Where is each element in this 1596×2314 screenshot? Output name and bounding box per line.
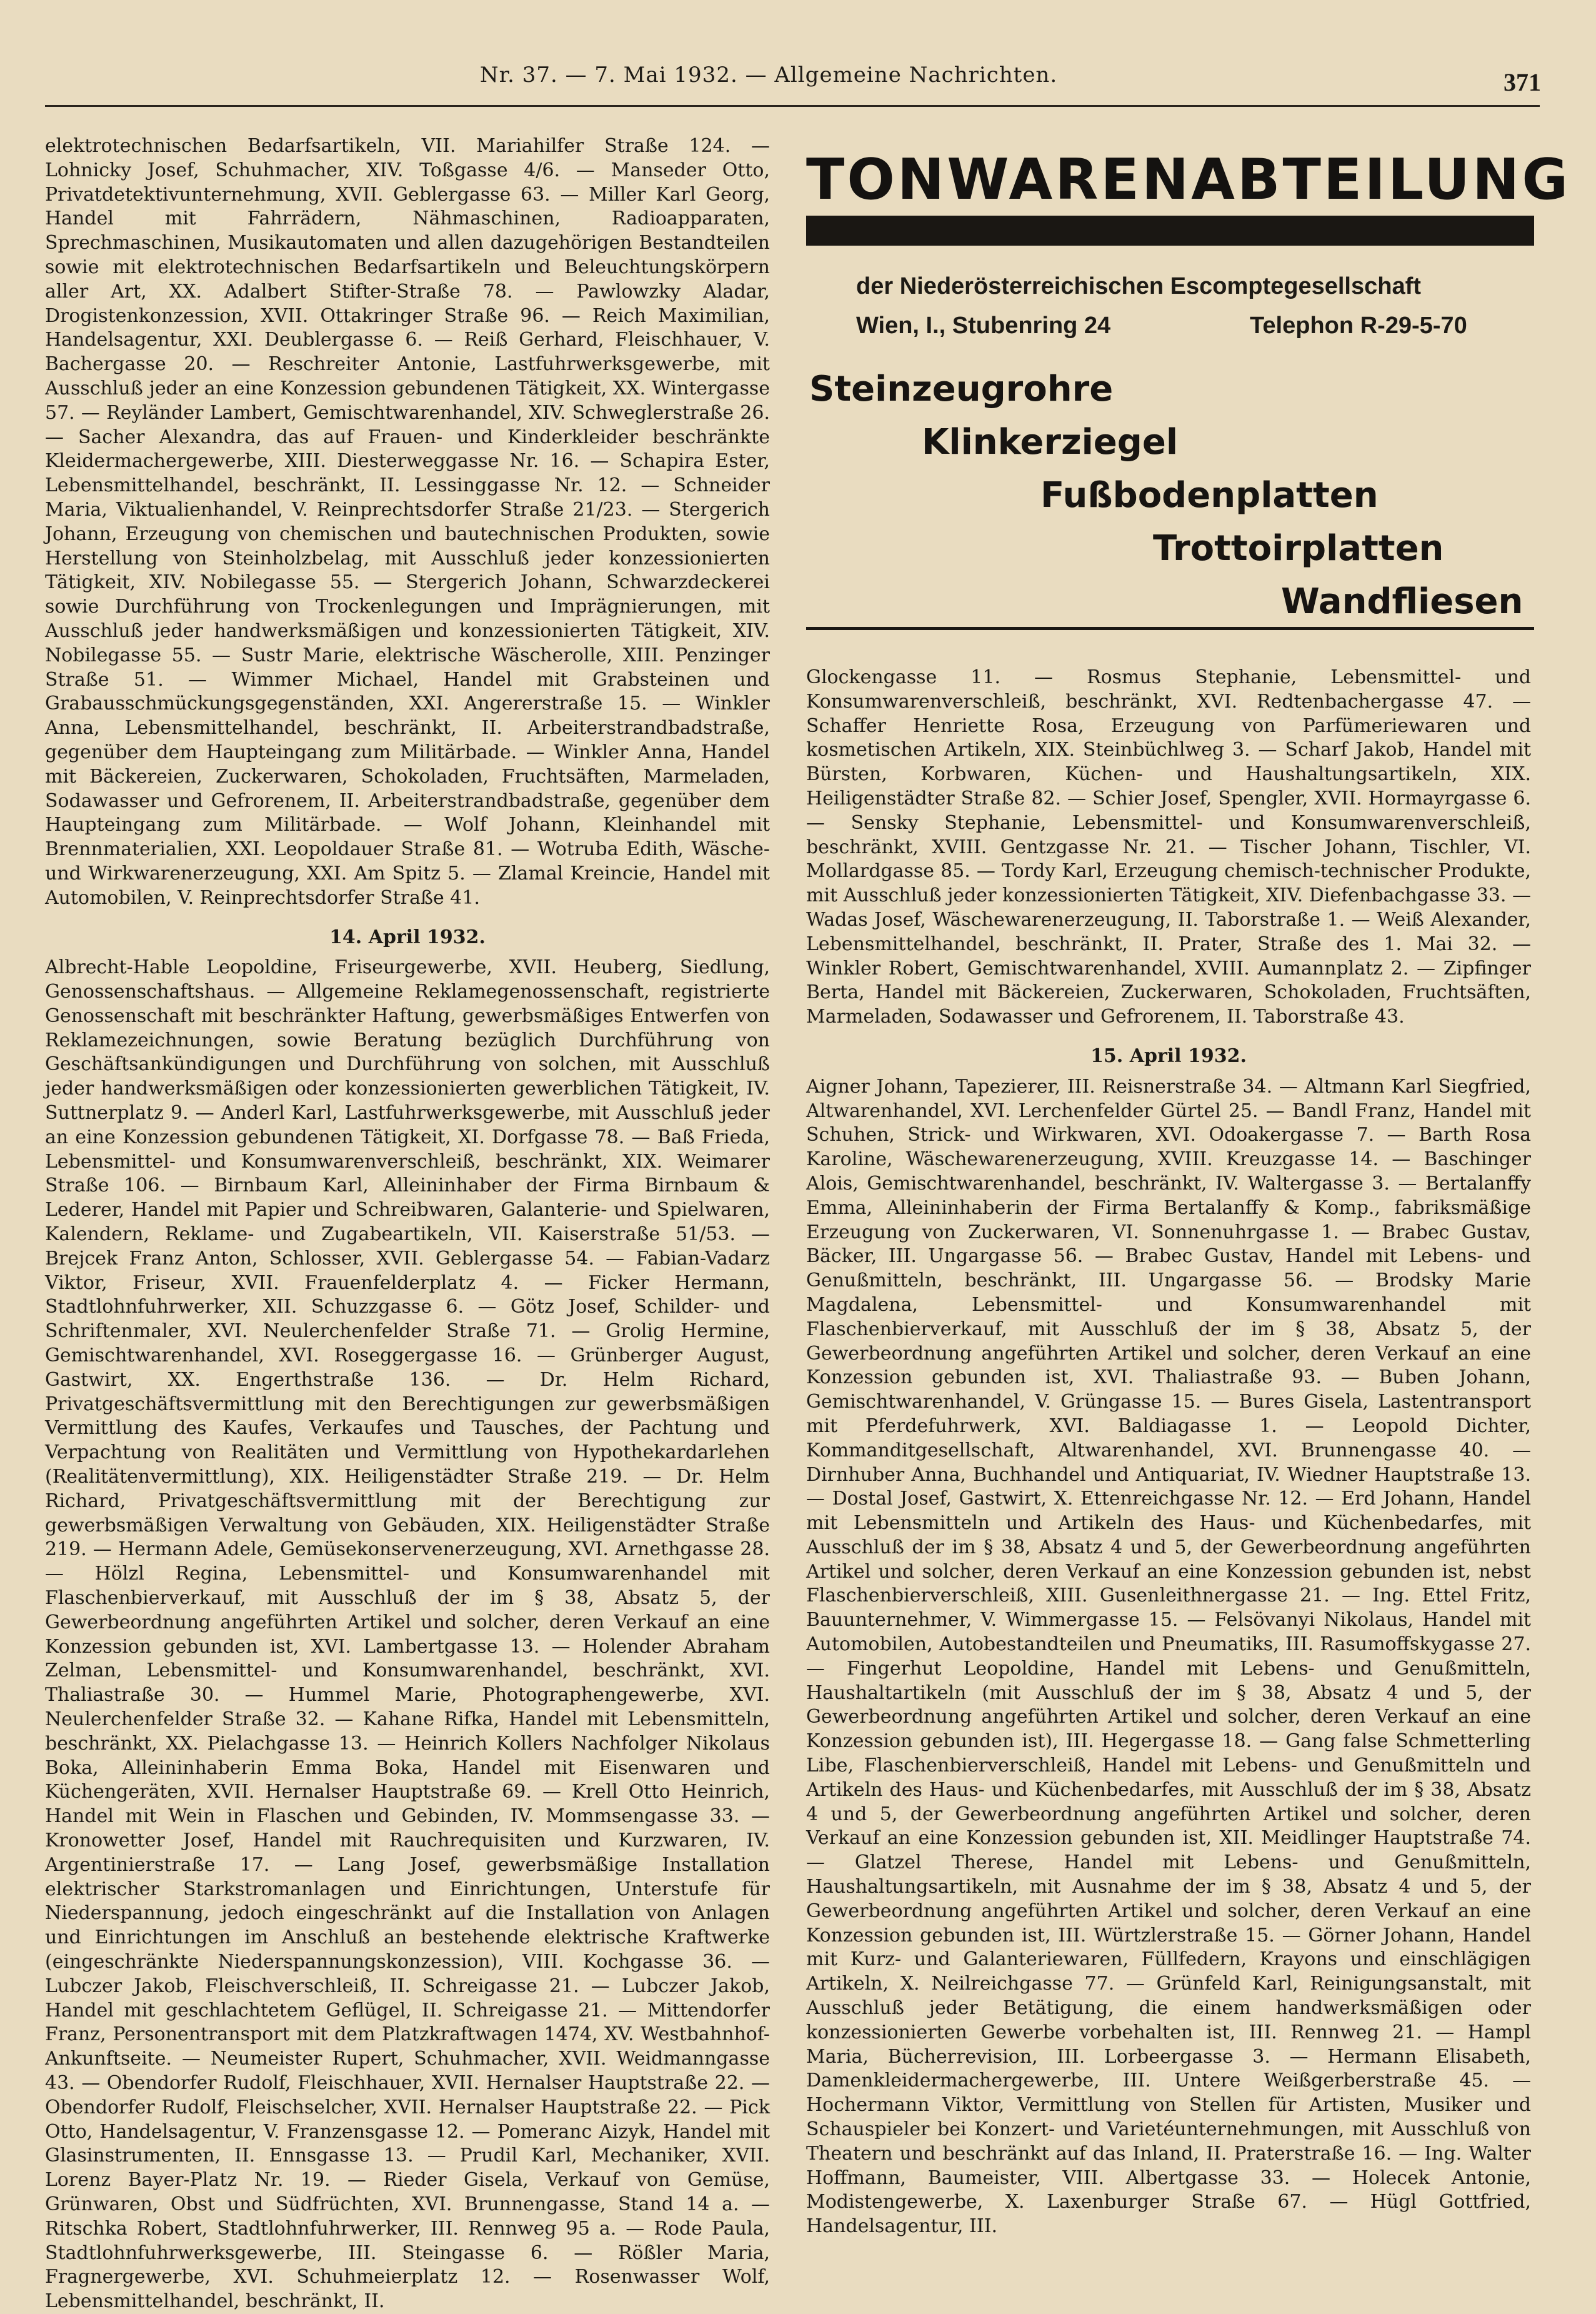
announcement-paragraph: Glockengasse 11. — Rosmus Stephanie, Lebensmittel- und Konsumwarenverschleiß, beschränkt, XVI. Redtenbachergasse 47. — Schaffer Henriette Rosa, Erzeugung von Parfümeriewaren und kosmetischen Artikeln, XIX. Steinbüchlweg 3. — Scharf Jakob, Handel mit Bürsten, Korbwaren, Küchen- und Haushaltungsartikeln, XIX. Heiligenstädter Straße 82. — Schier Josef, Spengler, XVII. Hormayrgasse 6. — Sensky Stephanie, Lebensmittel- und Konsumwarenverschleiß, beschränkt, XVIII. Gentzgasse Nr. 21. — Tischer Johann, Tischler, VI. Mollardgasse 85. — Tordy Karl, Erzeugung chemisch-technischer Produkte, mit Ausschluß jeder konzessionierten Tätigkeit, XIV. Diefenbachgasse 33. — Wadas Josef, Wäschewarenerzeugung, II. Taborstraße 1. — Weiß Alexander, Lebensmittelhandel, beschränkt, II. Prater, Straße des 1. Mai 32. — Winkler Robert, Gemischtwarenhandel, XVIII. Aumannplatz 2. — Zipfinger Berta, Handel mit Bäckereien, Zuckerwaren, Schokoladen, Fruchtsäften, Marmeladen, Sodawasser und Gefrorenem, II. Taborstraße 43.: [806, 666, 1531, 1028]
announcement-paragraph: Albrecht-Hable Leopoldine, Friseurgewerbe, XVII. Heuberg, Siedlung, Genossenschaftshaus. — Allgemeine Reklamegenossenschaft, registrierte Genossenschaft mit beschränkter Haftung, gewerbsmäßiges Entwerfen von Reklamezeichnungen, sowie Beratung bezüglich Durchführung von Geschäftsankündigungen und Durchführung von solchen, mit Ausschluß jeder handwerksmäßigen oder konzessionierten gewerblichen Tätigkeit, IV. Suttnerplatz 9. — Anderl Karl, Lastfuhrwerksgewerbe, mit Ausschluß jeder an eine Konzession gebundenen Tätigkeit, XI. Dorfgasse 78. — Baß Frieda, Lebensmittel- und Konsumwarenverschleiß, beschränkt, XIX. Weimarer Straße 106. — Birnbaum Karl, Alleininhaber der Firma Birnbaum & Lederer, Handel mit Papier und Schreibwaren, Galanterie- und Spielwaren, Kalendern, Reklame- und Zugabeartikeln, VII. Kaiserstraße 51/53. — Brejcek Franz Anton, Schlosser, XVII. Geblergasse 54. — Fabian-Vadarz Viktor, Friseur, XVII. Frauenfelderplatz 4. — Ficker Hermann, Stadtlohnfuhrwerker, XII. Schuzzgasse 6. — Götz Josef, Schilder- und Schriftenmaler, XVI. Neulerchenfelder Straße 71. — Grolig Hermine, Gemischtwarenhandel, XVI. Roseggergasse 16. — Grünberger August, Gastwirt, XX. Engerthstraße 136. — Dr. Helm Richard, Privatgeschäftsvermittlung mit den Berechtigungen zur gewerbsmäßigen Vermittlung des Kaufes, Verkaufes und Tausches, der Pachtung und Verpachtung von Realitäten und Vermittlung von Hypothekardarlehen (Realitätenvermittlung), XIX. Heiligenstädter Straße 219. — Dr. Helm Richard, Privatgeschäftsvermittlung mit der Berechtigung zur gewerbsmäßigen Verwaltung von Gebäuden, XIX. Heiligenstädter Straße 219. — Hermann Adele, Gemüsekonservenerzeugung, XVI. Arnethgasse 28. — Hölzl Regina, Lebensmittel- und Konsumwarenhandel mit Flaschenbierverkauf, mit Ausschluß der im § 38, Absatz 5, der Gewerbeordnung angeführten Artikel und solcher, deren Verkauf an eine Konzession gebunden ist, XVI. Lambertgasse 13. — Holender Abraham Zelman, Lebensmittel- und Konsumwarenhandel, beschränkt, XVI. Thaliastraße 30. — Hummel Marie, Photographengewerbe, XVI. Neulerchenfelder Straße 32. — Kahane Rifka, Handel mit Lebensmitteln, beschränkt, XX. Pielachgasse 13. — Heinrich Kollers Nachfolger Nikolaus Boka, Alleininhaberin Emma Boka, Handel mit Eisenwaren und Küchengeräten, XVII. Hernalser Hauptstraße 69. — Krell Otto Heinrich, Handel mit Wein in Flaschen und Gebinden, IV. Mommsengasse 33. — Kronowetter Josef, Handel mit Rauchrequisiten und Kurzwaren, IV. Argentinierstraße 17. — Lang Josef, gewerbsmäßige Installation elektrischer Starkstromanlagen und Einrichtungen, Unterstufe für Niederspannung, jedoch eingeschränkt auf die Installation von Anlagen und Einrichtungen im Anschluß an bestehende elektrische Kraftwerke (eingeschränkte Niederspannungskonzession), VIII. Kochgasse 36. — Lubczer Jakob, Fleischverschleiß, II. Schreigasse 21. — Lubczer Jakob, Handel mit geschlachtetem Geflügel, II. Schreigasse 21. — Mittendorfer Franz, Personentransport mit dem Platzkraftwagen 1474, XV. Westbahnhof-Ankunftseite. — Neumeister Rupert, Schuhmacher, XVII. Weidmanngasse 43. — Obendorfer Rudolf, Fleischhauer, XVII. Hernalser Hauptstraße 22. — Obendorfer Rudolf, Fleischselcher, XVII. Hernalser Hauptstraße 22. — Pick Otto, Handelsagentur, V. Franzensgasse 12. — Pomeranc Aizyk, Handel mit Glasinstrumenten, II. Ennsgasse 13. — Prudil Karl, Mechaniker, XVII. Lorenz Bayer-Platz Nr. 19. — Rieder Gisela, Verkauf von Gemüse, Grünwaren, Obst und Südfrüchten, XVI. Brunnengasse, Stand 14 a. — Ritschka Robert, Stadtlohnfuhrwerker, III. Rennweg 95 a. — Rode Paula, Stadtlohnfuhrwerksgewerbe, III. Steingasse 6. — Rößler Maria, Fragnergewerbe, XVI. Schuhmeierplatz 12. — Rosenwasser Wolf, Lebensmittelhandel, beschränkt, II.: [45, 956, 770, 2313]
advertisement-company: der Niederösterreichischen Escomptegesellschaft: [856, 273, 1421, 299]
advertisement-phone: Telephon R-29-5-70: [1250, 313, 1467, 339]
announcement-paragraph: elektrotechnischen Bedarfsartikeln, VII. Mariahilfer Straße 124. — Lohnicky Josef, Schuhmacher, XIV. Toßgasse 4/6. — Manseder Otto, Privatdetektivunternehmung, XVII. Geblergasse 63. — Miller Karl Georg, Handel mit Fahrrädern, Nähmaschinen, Radioapparaten, Sprechmaschinen, Musikautomaten und allen dazugehörigen Bestandteilen sowie mit elektrotechnischen Bedarfsartikeln und Beleuchtungskörpern aller Art, XX. Adalbert Stifter-Straße 78. — Pawlowzky Aladar, Drogistenkonzession, XVII. Ottakringer Straße 96. — Reich Maximilian, Handelsagentur, XXI. Deublergasse 6. — Reiß Gerhard, Fleischhauer, V. Bachergasse 20. — Reschreiter Antonie, Lastfuhrwerksgewerbe, mit Ausschluß jeder an eine Konzession gebundenen Tätigkeit, XX. Wintergasse 57. — Reyländer Lambert, Gemischtwarenhandel, XIV. Schweglerstraße 26. — Sacher Alexandra, das auf Frauen- und Kinderkleider beschränkte Kleidermachergewerbe, XIII. Diesterweggasse Nr. 16. — Schapira Ester, Lebensmittelhandel, beschränkt, II. Lessinggasse Nr. 12. — Schneider Maria, Viktualienhandel, V. Reinprechtsdorfer Straße 21/23. — Stergerich Johann, Erzeugung von chemischen und bautechnischen Produkten, sowie Herstellung von Steinholzbelag, mit Ausschluß jeder konzessionierten Tätigkeit, XIV. Nobilegasse 55. — Stergerich Johann, Schwarzdeckerei sowie Durchführung von Trockenlegungen und Imprägnierungen, mit Ausschluß jeder handwerksmäßigen und konzessionierten Tätigkeit, XIV. Nobilegasse 55. — Sustr Marie, elektrische Wäscherolle, XIII. Penzinger Straße 51. — Wimmer Michael, Handel mit Grabsteinen und Grabausschmückungsgegenständen, XXI. Angererstraße 15. — Winkler Anna, Lebensmittelhandel, beschränkt, II. Arbeiterstrandbadstraße, gegenüber dem Haupteingang zum Militärbade. — Winkler Anna, Handel mit Bäckereien, Zuckerwaren, Schokoladen, Fruchtsäften, Marmeladen, Sodawasser und Gefrorenem, II. Arbeiterstrandbadstraße, gegenüber dem Haupteingang zum Militärbade. — Wolf Johann, Kleinhandel mit Brennmaterialien, XXI. Leopoldauer Straße 81. — Wotruba Edith, Wäsche- und Wirkwarenerzeugung, XXI. Am Spitz 5. — Zlamal Kreincie, Handel mit Automobilen, V. Reinprechtsdorfer Straße 41.: [45, 135, 770, 909]
advertisement-title: TONWARENABTEILUNG: [806, 147, 1571, 213]
date-heading: 14. April 1932.: [329, 926, 486, 948]
advertisement-rule: [806, 627, 1534, 630]
header-rule: [45, 105, 1540, 107]
advertisement: [806, 134, 1571, 634]
product-steinzeugrohre: Steinzeugrohre: [809, 369, 1114, 409]
date-heading: 15. April 1932.: [1090, 1044, 1247, 1067]
running-header: Nr. 37. — 7. Mai 1932. — Allgemeine Nachrichten.: [479, 63, 1058, 88]
announcement-paragraph: Aigner Johann, Tapezierer, III. Reisnerstraße 34. — Altmann Karl Siegfried, Altwarenhandel, XVI. Lerchenfelder Gürtel 25. — Bandl Franz, Handel mit Schuhen, Strick- und Wirkwaren, XVI. Odoakergasse 7. — Barth Rosa Karoline, Wäschewarenerzeugung, XVIII. Kreuzgasse 14. — Baschinger Alois, Gemischtwarenhandel, beschränkt, IV. Waltergasse 3. — Bertalanffy Emma, Alleininhaberin der Firma Bertalanffy & Komp., fabriksmäßige Erzeugung von Zuckerwaren, VI. Sonnenuhrgasse 1. — Brabec Gustav, Bäcker, III. Ungargasse 56. — Brabec Gustav, Handel mit Lebens- und Genußmitteln, beschränkt, III. Ungargasse 56. — Brodsky Marie Magdalena, Lebensmittel- und Konsumwarenhandel mit Flaschenbierverkauf, mit Ausschluß der im § 38, Absatz 5, der Gewerbeordnung angeführten Artikel und solcher, deren Verkauf an eine Konzession gebunden ist, XVI. Thaliastraße 93. — Buben Johann, Gemischtwarenhandel, V. Grüngasse 15. — Bures Gisela, Lastentransport mit Pferdefuhrwerk, XVI. Baldiagasse 1. — Leopold Dichter, Kommanditgesellschaft, Altwarenhandel, XVI. Brunnengasse 40. — Dirnhuber Anna, Buchhandel und Antiquariat, IV. Wiedner Hauptstraße 13. — Dostal Josef, Gastwirt, X. Ettenreichgasse Nr. 12. — Erd Johann, Handel mit Lebensmitteln und Artikeln des Haus- und Küchenbedarfes, mit Ausschluß der im § 38, Absatz 4 und 5, der Gewerbeordnung angeführten Artikel und solcher, deren Verkauf an eine Konzession gebunden ist, nebst Flaschenbierverschleiß, XIII. Gusenleithnergasse 21. — Ing. Ettel Fritz, Bauunternehmer, V. Wimmergasse 15. — Felsövanyi Nikolaus, Handel mit Automobilen, Autobestandteilen und Pneumatiks, III. Rasumoffskygasse 27. — Fingerhut Leopoldine, Handel mit Lebens- und Genußmitteln, Haushaltartikeln (mit Ausschluß der im § 38, Absatz 4 und 5, der Gewerbeordnung angeführten Artikel und solcher, deren Verkauf an eine Konzession gebunden ist), III. Hegergasse 18. — Gang false Schmetterling Libe, Flaschenbierverschleiß, Handel mit Lebens- und Genußmitteln und Artikeln des Haus- und Küchenbedarfes, mit Ausschluß der im § 38, Absatz 4 und 5, der Gewerbeordnung angeführten Artikel und solcher, deren Verkauf an eine Konzession gebunden ist, XII. Meidlinger Hauptstraße 74. — Glatzel Therese, Handel mit Lebens- und Genußmitteln, Haushaltungsartikeln, mit Ausnahme der im § 38, Absatz 4 und 5, der Gewerbeordnung angeführten Artikel und solcher, deren Verkauf an eine Konzession gebunden ist, III. Würtzlerstraße 15. — Görner Johann, Handel mit Kurz- und Galanteriewaren, Füllfedern, Krayons und einschlägigen Artikeln, X. Neilreichgasse 77. — Grünfeld Karl, Reinigungsanstalt, mit Ausschluß jeder Betätigung, die einem handwerksmäßigen oder konzessionierten Gewerbe vorbehalten ist, III. Rennweg 21. — Hampl Maria, Bücherrevision, III. Lorbeergasse 3. — Hermann Elisabeth, Damenkleidermachergewerbe, III. Untere Weißgerberstraße 45. — Hochermann Viktor, Vermittlung von Stellen für Artisten, Musiker und Schauspieler bei Konzert- und Varietéunternehmungen, mit Ausschluß von Theatern und beschränkt auf das Inland, II. Praterstraße 16. — Ing. Walter Hoffmann, Baumeister, VIII. Albertgasse 33. — Holecek Antonie, Modistengewerbe, X. Laxenburger Straße 67. — Hügl Gottfried, Handelsagentur, III.: [806, 1075, 1531, 2238]
product-trottoirplatten: Trottoirplatten: [1153, 528, 1444, 569]
product-klinkerziegel: Klinkerziegel: [922, 422, 1179, 463]
advertisement-address: Wien, I., Stubenring 24: [856, 313, 1111, 339]
left-column: [45, 134, 770, 2313]
advertisement-bar: [806, 216, 1534, 246]
page-number: 371: [1504, 68, 1541, 96]
product-fussbodenplatten: Fußbodenplatten: [1040, 475, 1379, 516]
right-column: [806, 666, 1531, 2238]
product-wandfliesen: Wandfliesen: [1281, 581, 1524, 622]
